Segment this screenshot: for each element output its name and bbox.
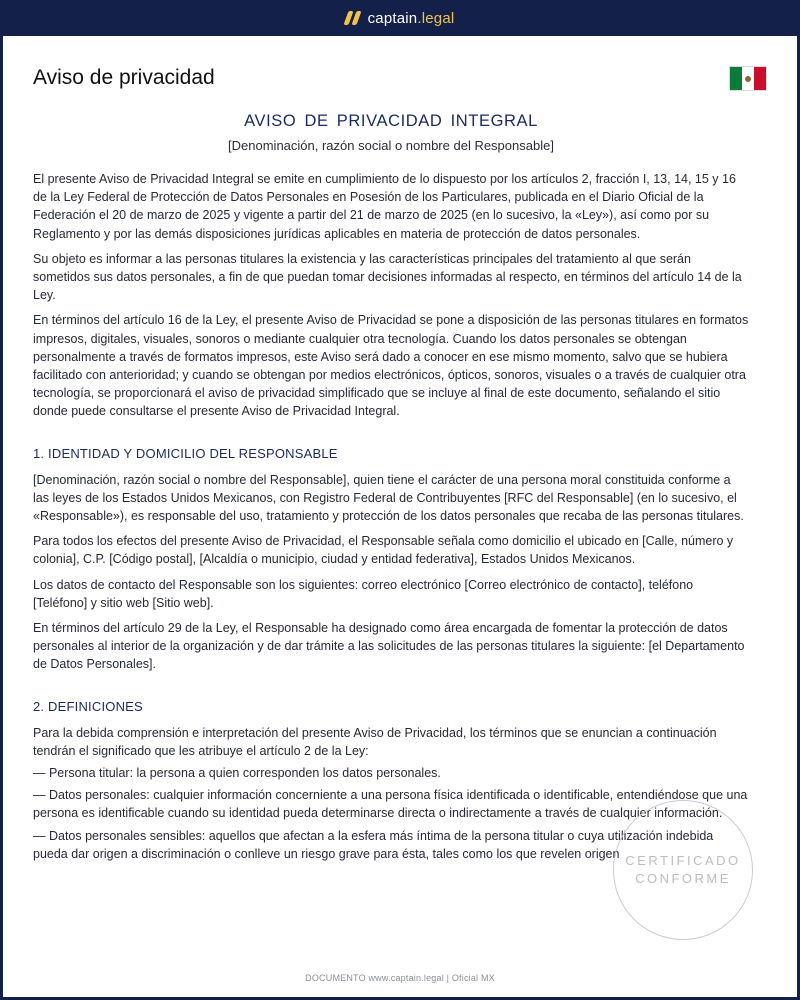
section-paragraph: Para la debida comprensión e interpretación del presente Aviso de Privacidad, los términos que se enuncian a continuación tendrán el significado que les atribuye el artículo 2 de la Ley: xyxy=(33,725,717,758)
stamp-line: CERTIFICADO xyxy=(625,853,741,868)
definition-item: — Persona titular: la persona a quien corresponden los datos personales. xyxy=(33,766,441,781)
definition-item: — Datos personales sensibles: aquellos que afectan a la esfera más íntima de la persona titular o cuya utilización indebida pueda dar origen a discriminación o conlleve un riesgo grave para ésta, tales como los que revelen origen xyxy=(33,828,714,861)
definitions-list xyxy=(33,724,749,863)
document-subtitle: [Denominación, razón social o nombre del Responsable] xyxy=(228,138,554,153)
footer: DOCUMENTO www.captain.legal | Oficial MX xyxy=(305,973,495,983)
section-title: 1. IDENTIDAD Y DOMICILIO DEL RESPONSABLE xyxy=(33,445,338,461)
section-paragraph: Para todos los efectos del presente Aviso de Privacidad, el Responsable señala como domicilio el ubicado en [Calle, número y colonia], C.P. [Código postal], [Alcaldía o municipio, ciudad y entidad federativa], Estados Unidos Mexicanos. xyxy=(33,534,734,567)
brand[interactable] xyxy=(346,10,455,27)
brand-name: captain.legal xyxy=(367,9,455,27)
page-header xyxy=(33,66,767,96)
intro-paragraph: En términos del artículo 16 de la Ley, el presente Aviso de Privacidad se pone a disposición de las personas titulares en formatos impresos, digitales, visuales, sonoros o mediante cualquier otra tecnología. Cuando los datos personales se obtengan personalmente a través de formatos impresos, este Aviso será dado a conocer en ese mismo momento, salvo que se hubiera facilitado con anterioridad; y cuando se obtengan por medios electrónicos, ópticos, sonoros, visuales o a través de cualquier otra tecnología, se proporcionará el aviso de privacidad simplificado que se incluye al final de este documento, señalando el sitio donde puede consultarse el presente Aviso de Privacidad Integral. xyxy=(33,313,749,419)
stamp-line: CONFORME xyxy=(635,871,731,886)
document-title: AVISO DE PRIVACIDAD INTEGRAL xyxy=(244,112,538,130)
section-paragraph: Los datos de contacto del Responsable son los siguientes: correo electrónico [Correo electrónico de contacto], teléfono [Teléfono] y sitio web [Sitio web]. xyxy=(33,577,694,610)
section-paragraph: En términos del artículo 29 de la Ley, el Responsable ha designado como área encargada de fomentar la protección de datos personales al interior de la organización y de dar trámite a las solicitudes de las personas titulares la siguiente: [el Departamento de Datos Personales]. xyxy=(33,621,745,672)
definition-item: — Datos personales: cualquier información concerniente a una persona física identificada o identificable, entendiéndose que una persona es identificable cuando su identidad pueda determinarse directa o indirectamente a través de cualquier información. xyxy=(33,788,748,821)
page-title: Aviso de privacidad xyxy=(33,66,215,89)
captain-logo-icon xyxy=(343,11,361,25)
top-bar xyxy=(0,0,800,36)
section-paragraph: [Denominación, razón social o nombre del Responsable], quien tiene el carácter de una persona moral constituida conforme a las leyes de los Estados Unidos Mexicanos, con Registro Federal de Contribuyentes [RFC del Responsable] (en lo sucesivo, el «Responsable»), es responsable del uso, tratamiento y protección de los datos personales que recaba de las personas titulares. xyxy=(33,472,744,524)
intro-paragraph: Su objeto es informar a las personas titulares la existencia y las características principales del tratamiento al que serán sometidos sus datos personales, a fin de que puedan tomar decisiones informadas al respecto, en términos del artículo 14 de la Ley. xyxy=(33,251,742,303)
document-body xyxy=(33,110,749,867)
mexico-flag-icon xyxy=(729,66,767,91)
document-sheet xyxy=(3,36,797,997)
intro-paragraph: El presente Aviso de Privacidad Integral se emite en cumplimiento de lo dispuesto por los artículos 2, fracción I, 13, 14, 15 y 16 de la Ley Federal de Protección de Datos Personales en Posesión de los Particulares, publicada en el Diario Oficial de la Federación el 20 de marzo de 2025 y vigente a partir del 21 de marzo de 2025 (en lo sucesivo, la «Ley»), así como por su Reglamento y por las demás disposiciones jurídicas aplicables en materia de protección de datos personales. xyxy=(33,172,736,241)
section-title: 2. DEFINICIONES xyxy=(33,698,143,714)
